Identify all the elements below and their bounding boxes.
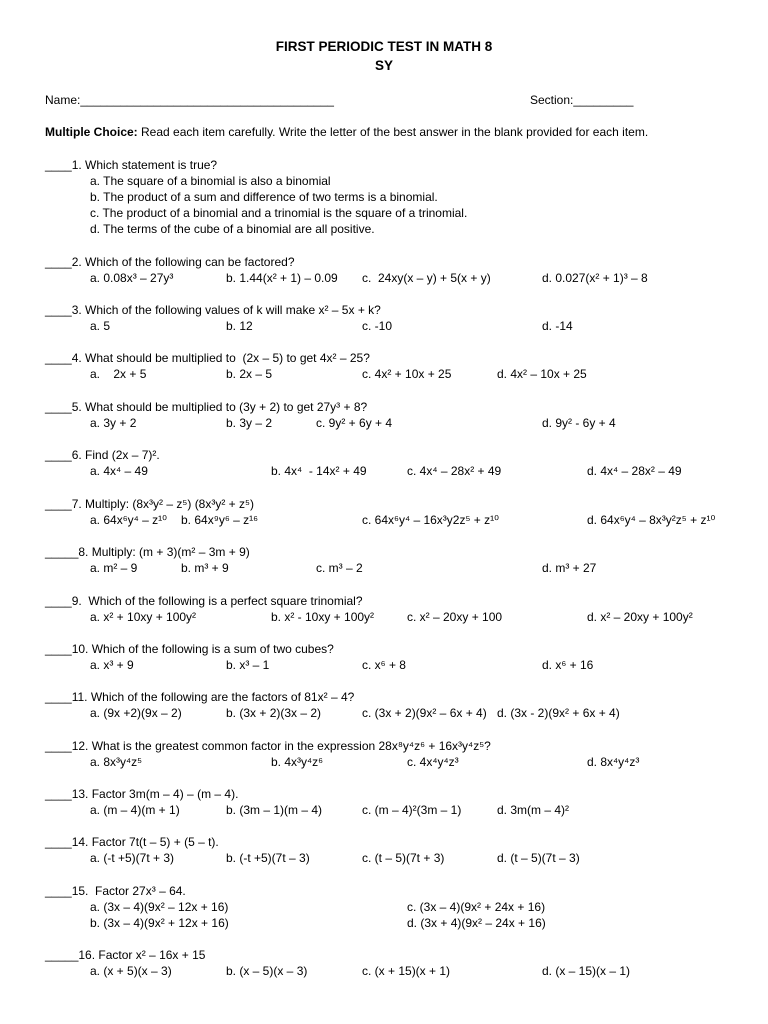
answer-option: d. The terms of the cube of a binomial are all positive. [90,222,375,236]
page-title: FIRST PERIODIC TEST IN MATH 8 [275,39,493,54]
name-field[interactable]: Name:______________________________________ [45,93,334,107]
answer-option: b. 4x⁴ - 14x² + 49 [271,464,367,478]
answer-option: c. (t – 5)(7t + 3) [362,851,445,865]
instructions-text: Read each item carefully. Write the letter of the best answer in the blank provided for each item. [137,125,649,139]
answer-option: b. 4x³y⁴z⁶ [271,755,324,769]
question-stem: ____13. Factor 3m(m – 4) – (m – 4). [45,787,239,801]
answer-option: c. (3x + 2)(9x² – 6x + 4) [362,706,487,720]
answer-option: d. 9y² - 6y + 4 [542,416,616,430]
section-field[interactable]: Section:_________ [530,93,634,107]
answer-option: a. 3y + 2 [90,416,137,430]
question-stem: _____8. Multiply: (m + 3)(m² – 3m + 9) [45,545,250,559]
question-stem: ____6. Find (2x – 7)². [45,448,160,462]
question-stem: ____1. Which statement is true? [45,158,218,172]
answer-option: c. x² – 20xy + 100 [407,610,503,624]
answer-option: b. (3x – 4)(9x² + 12x + 16) [90,916,229,930]
question-stem: ____14. Factor 7t(t – 5) + (5 – t). [45,835,219,849]
answer-option: b. x² - 10xy + 100y² [271,610,375,624]
answer-option: c. 64x⁶y⁴ – 16x³y2z⁵ + z¹⁰ [362,513,499,527]
answer-option: c. 24xy(x – y) + 5(x + y) [362,271,491,285]
answer-option: d. 3m(m – 4)² [497,803,570,817]
answer-option: b. 64x⁹y⁶ – z¹⁶ [181,513,259,527]
answer-option: c. (m – 4)²(3m – 1) [362,803,462,817]
answer-option: d. 0.027(x² + 1)³ – 8 [542,271,648,285]
answer-option: a. (x + 5)(x – 3) [90,964,172,978]
question-stem: _____16. Factor x² – 16x + 15 [45,948,206,962]
answer-option: c. -10 [362,319,393,333]
answer-option: a. 0.08x³ – 27y³ [90,271,174,285]
answer-option: c. (x + 15)(x + 1) [362,964,451,978]
answer-option: c. 9y² + 6y + 4 [316,416,393,430]
answer-option: b. The product of a sum and difference of two terms is a binomial. [90,190,438,204]
answer-option: c. (3x – 4)(9x² + 24x + 16) [407,900,546,914]
answer-option: d. (3x - 2)(9x² + 6x + 4) [497,706,620,720]
answer-option: d. (x – 15)(x – 1) [542,964,631,978]
question-stem: ____9. Which of the following is a perfect square trinomial? [45,594,363,608]
question-stem: ____15. Factor 27x³ – 64. [45,884,186,898]
answer-option: b. (3x + 2)(3x – 2) [226,706,322,720]
answer-option: b. (3m – 1)(m – 4) [226,803,323,817]
answer-option: d. x⁶ + 16 [542,658,594,672]
answer-option: b. (-t +5)(7t – 3) [226,851,310,865]
answer-option: b. x³ – 1 [226,658,270,672]
answer-option: a. x² + 10xy + 100y² [90,610,197,624]
answer-option: c. 4x⁴y⁴z³ [407,755,459,769]
answer-option: a. 2x + 5 [90,367,147,381]
answer-option: b. 3y – 2 [226,416,273,430]
school-year: SY [374,58,393,73]
answer-option: d. 64x⁶y⁴ – 8x³y²z⁵ + z¹⁰ [587,513,716,527]
answer-option: a. m² – 9 [90,561,138,575]
answer-option: b. m³ + 9 [181,561,229,575]
question-stem: ____2. Which of the following can be factored? [45,255,295,269]
answer-option: c. x⁶ + 8 [362,658,406,672]
question-stem: ____3. Which of the following values of k will make x² – 5x + k? [45,303,381,317]
answer-option: a. 4x⁴ – 49 [90,464,148,478]
instructions [45,124,648,140]
question-stem: ____11. Which of the following are the factors of 81x² – 4? [45,690,355,704]
answer-option: d. m³ + 27 [542,561,597,575]
answer-option: a. 8x³y⁴z⁵ [90,755,143,769]
question-stem: ____5. What should be multiplied to (3y + 2) to get 27y³ + 8? [45,400,368,414]
answer-option: d. 4x² – 10x + 25 [497,367,587,381]
answer-option: c. 4x⁴ – 28x² + 49 [407,464,502,478]
answer-option: d. 4x⁴ – 28x² – 49 [587,464,682,478]
answer-option: d. -14 [542,319,573,333]
answer-option: a. (9x +2)(9x – 2) [90,706,182,720]
answer-option: c. m³ – 2 [316,561,363,575]
answer-option: d. x² – 20xy + 100y² [587,610,693,624]
answer-option: b. 1.44(x² + 1) – 0.09 [226,271,338,285]
answer-option: a. (m – 4)(m + 1) [90,803,180,817]
answer-option: a. 5 [90,319,111,333]
answer-option: d. 8x⁴y⁴z³ [587,755,640,769]
answer-option: a. (-t +5)(7t + 3) [90,851,175,865]
answer-option: d. (t – 5)(7t – 3) [497,851,580,865]
answer-option: b. 12 [226,319,253,333]
answer-option: b. (x – 5)(x – 3) [226,964,308,978]
question-stem: ____7. Multiply: (8x³y² – z⁵) (8x³y² + z⁵) [45,497,254,511]
answer-option: a. (3x – 4)(9x² – 12x + 16) [90,900,229,914]
question-stem: ____10. Which of the following is a sum of two cubes? [45,642,334,656]
question-stem: ____12. What is the greatest common factor in the expression 28x⁸y⁴z⁶ + 16x³y⁴z⁵? [45,739,491,753]
question-stem: ____4. What should be multiplied to (2x – 5) to get 4x² – 25? [45,351,370,365]
answer-option: b. 2x – 5 [226,367,273,381]
answer-option: a. 64x⁶y⁴ – z¹⁰ [90,513,167,527]
answer-option: c. The product of a binomial and a trinomial is the square of a trinomial. [90,206,468,220]
answer-option: c. 4x² + 10x + 25 [362,367,452,381]
answer-option: d. (3x + 4)(9x² – 24x + 16) [407,916,546,930]
instructions-lead: Multiple Choice: [45,125,138,139]
answer-option: a. x³ + 9 [90,658,134,672]
answer-option: a. The square of a binomial is also a binomial [90,174,331,188]
